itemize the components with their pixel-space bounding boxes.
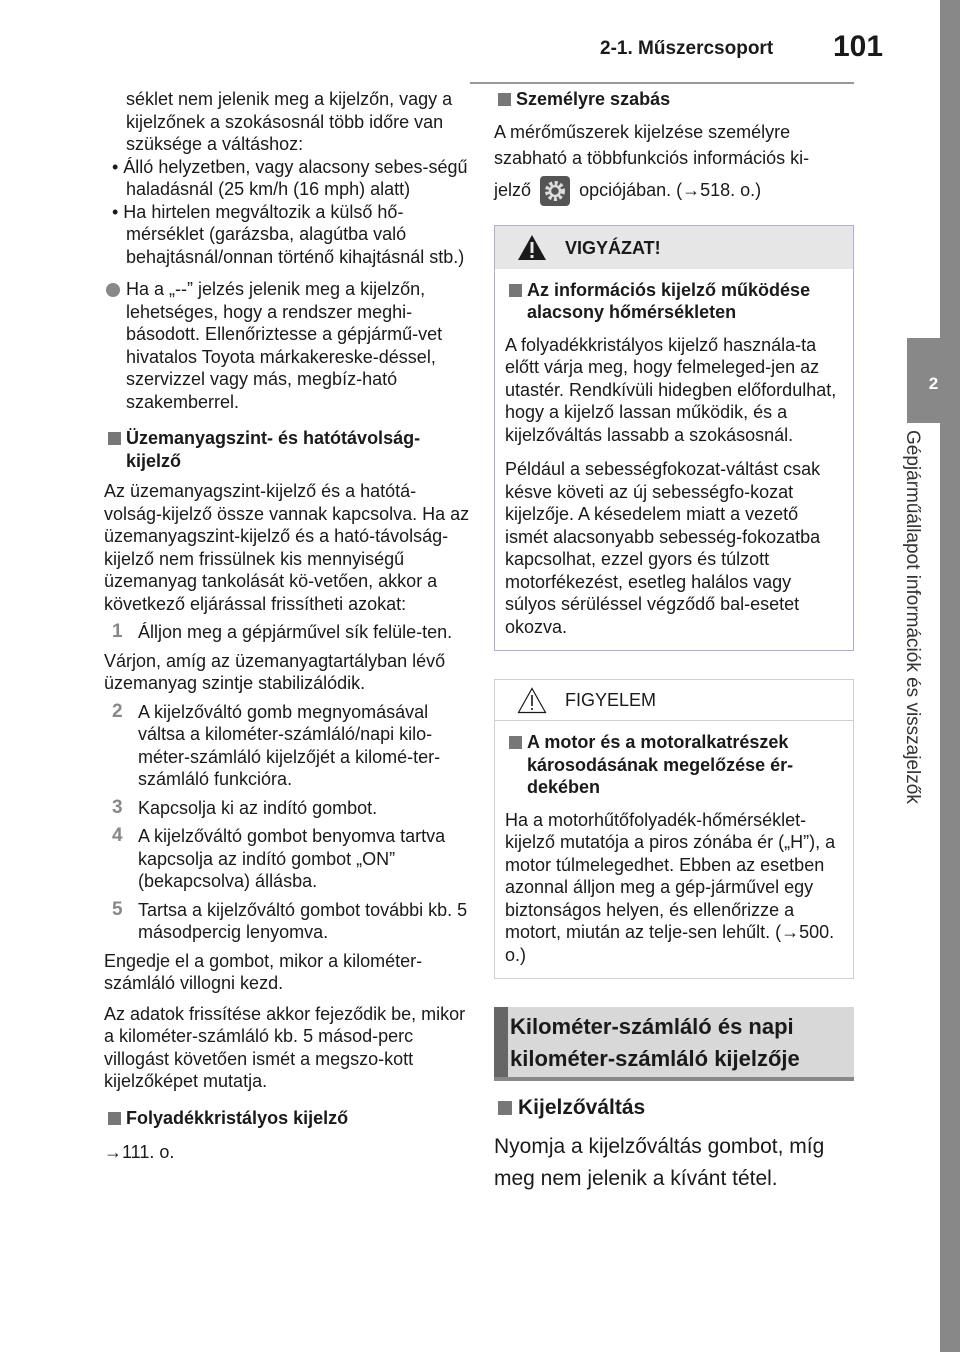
warning-paragraph: Például a sebességfokozat-váltást csak késve követi az új sebességfo-kozat kijelzője. A késedelem miatt a vezető ismét alacsonyabb sebesség-fokozatba kapcsolhat, ezzel gyors és túlzott motorfékezést, esetleg halálos vagy súlyos sérüléssel végződő bal-esetet okozva.: [505, 459, 821, 637]
bullet-item: • Álló helyzetben, vagy alacsony sebes-ségű haladásnál (25 km/h (16 mph) alatt): [112, 156, 468, 199]
custom-heading: [494, 88, 854, 111]
square-bullet-icon: [509, 284, 522, 297]
step-text: Álljon meg a gépjárművel sík felüle-ten.: [138, 622, 453, 642]
section-title-bar: [494, 1007, 854, 1077]
square-bullet-icon: [108, 432, 121, 445]
step-text: A kijelzőváltó gomb megnyomásával váltsa a kilométer-számláló/napi kilo-méter-számláló kijelzőjét a kilomé-ter-számláló funkcióra.: [138, 701, 441, 789]
step-number: 5: [112, 898, 123, 920]
custom-heading-text: Személyre szabás: [516, 89, 671, 109]
notice-box-header: [495, 680, 853, 721]
fuel-paragraph: Az üzemanyagszint-kijelző és a hatótá-volság-kijelző össze vannak kapcsolva. Ha az üzemanyagszint-kijelző és a ható-távolság-kijelző nem frissülnek kis mennyiségű üzemanyag tankolását kö-vetően, akkor a következő eljárással frissítheti azokat:: [104, 481, 470, 614]
section-title-line-1: Kilométer-számláló és napi: [510, 1014, 794, 1039]
warning-body: [495, 269, 853, 651]
step-number: 2: [112, 700, 123, 722]
step-5: [104, 899, 470, 944]
lcd-heading: [104, 1107, 470, 1130]
notice-paragraph: Ha a motorhűtőfolyadék-hőmérséklet-kijelző mutatója a piros zónába ér („H”), a motor túlmelegedhet. Ebben az esetben azonnal álljon meg a gép-járművel egy biztonságos helyen, és ellenőrizze a motort, miután az telje-sen lehűlt. (→500. o.): [505, 809, 836, 965]
custom-text-b: opciójában. (→518. o.): [579, 179, 762, 200]
header-section-title: 2-1. Műszercsoport: [600, 38, 774, 59]
step-text: Tartsa a kijelzőváltó gombot további kb. 5 másodpercig lenyomva.: [138, 899, 468, 942]
warning-heading-text: Az információs kijelző működése alacsony hőmérsékleten: [527, 279, 811, 322]
square-bullet-icon: [108, 1112, 121, 1125]
notice-heading-text: A motor és a motoralkatrészek károsodásának megelőzése ér-dekében: [527, 732, 794, 797]
custom-paragraph: A mérőműszerek kijelzése személyre szabható a többfunkciós információs ki-: [494, 121, 810, 168]
custom-text-a: jelző: [494, 179, 532, 200]
step-1: [104, 621, 470, 644]
dot-item: [104, 278, 470, 413]
square-bullet-icon: [498, 1101, 512, 1115]
bullet-item: • Ha hirtelen megváltozik a külső hő-mérséklet (garázsba, alagútba való behajtásnál/onnan történő kihajtásnál stb.): [112, 201, 465, 267]
step-text: A kijelzőváltó gombot benyomva tartva kapcsolja az indító gombot „ON” (bekapcsolva) állásba.: [138, 826, 446, 891]
square-bullet-icon: [498, 93, 511, 106]
section-title-line-2: kilométer-számláló kijelzője: [510, 1046, 800, 1071]
chapter-title: Gépjárműállapot információk és visszajelzők: [902, 430, 923, 804]
warning-paragraph: A folyadékkristályos kijelző használa-ta előtt várja meg, hogy felmeleged-jen az utastér. Rendkívüli hidegben előfordulhat, hogy a kijelző lassan működik, és a kijelzőváltás lassabb a szokásosnál.: [505, 334, 837, 445]
lcd-heading-text: Folyadékkristályos kijelző: [126, 1107, 349, 1128]
done-paragraph: Az adatok frissítése akkor fejeződik be, mikor a kilométer-számláló kb. 5 másod-perc villogást követően ismét a megszo-kott kijelzőképet mutatja.: [104, 1003, 466, 1091]
continued-text: séklet nem jelenik meg a kijelzőn, vagy a kijelzőnek a szokásosnál több időre van szüksége a váltáshoz:: [126, 89, 453, 154]
section-title-underline: [494, 1077, 854, 1081]
switch-heading-text: Kijelzőváltás: [518, 1096, 646, 1119]
warning-heading: [505, 279, 843, 324]
step-4: [104, 825, 470, 893]
fuel-heading-text: Üzemanyagszint- és hatótávolság-kijelző: [126, 428, 421, 471]
wait-paragraph: Várjon, amíg az üzemanyagtartályban lévő üzemanyag szintje stabilizálódik.: [104, 650, 446, 693]
lcd-page-reference: →111. o.: [104, 1142, 175, 1162]
custom-paragraph-2: [494, 173, 854, 207]
switch-paragraph: Nyomja a kijelzőváltás gombot, míg meg nem jelenik a kívánt tétel.: [494, 1135, 825, 1190]
warning-triangle-icon: [517, 234, 547, 261]
settings-gear-icon: [540, 176, 570, 206]
step-text: Kapcsolja ki az indító gombot.: [138, 797, 378, 818]
side-strip: [940, 0, 960, 1352]
switch-heading: [494, 1093, 854, 1123]
warning-title: VIGYÁZAT!: [565, 237, 661, 258]
step-number: 1: [112, 621, 123, 642]
page-number: 101: [833, 30, 884, 63]
notice-box: [494, 679, 854, 979]
chapter-number: 2: [928, 374, 939, 393]
release-paragraph: Engedje el a gombot, mikor a kilométer-számláló villogni kezd.: [104, 950, 423, 993]
warning-box: [494, 225, 854, 652]
step-number: 3: [112, 796, 123, 818]
chapter-tab: [907, 338, 960, 423]
right-column: [494, 88, 854, 1195]
notice-heading: [505, 731, 843, 799]
notice-title: FIGYELEM: [565, 690, 657, 710]
dot-item-text: Ha a „--” jelzés jelenik meg a kijelzőn, lehetséges, hogy a rendszer meghi-básodott. Ellenőriztesse a gépjármű-vet hivatalos Toyota márkakereske-déssel, szervizzel vagy más, megbíz-ható szakemberrel.: [126, 279, 443, 412]
step-number: 4: [112, 825, 123, 846]
square-bullet-icon: [509, 736, 522, 749]
step-2: [104, 701, 470, 791]
chapter-title-vertical: [895, 430, 935, 860]
left-column: [104, 88, 470, 1164]
warning-box-header: [495, 226, 853, 269]
header-rule: [470, 82, 854, 84]
step-3: [104, 797, 470, 820]
fuel-heading: [104, 427, 470, 472]
caution-triangle-icon: [517, 687, 547, 714]
circle-bullet-icon: [106, 283, 120, 297]
notice-body: [495, 721, 853, 978]
